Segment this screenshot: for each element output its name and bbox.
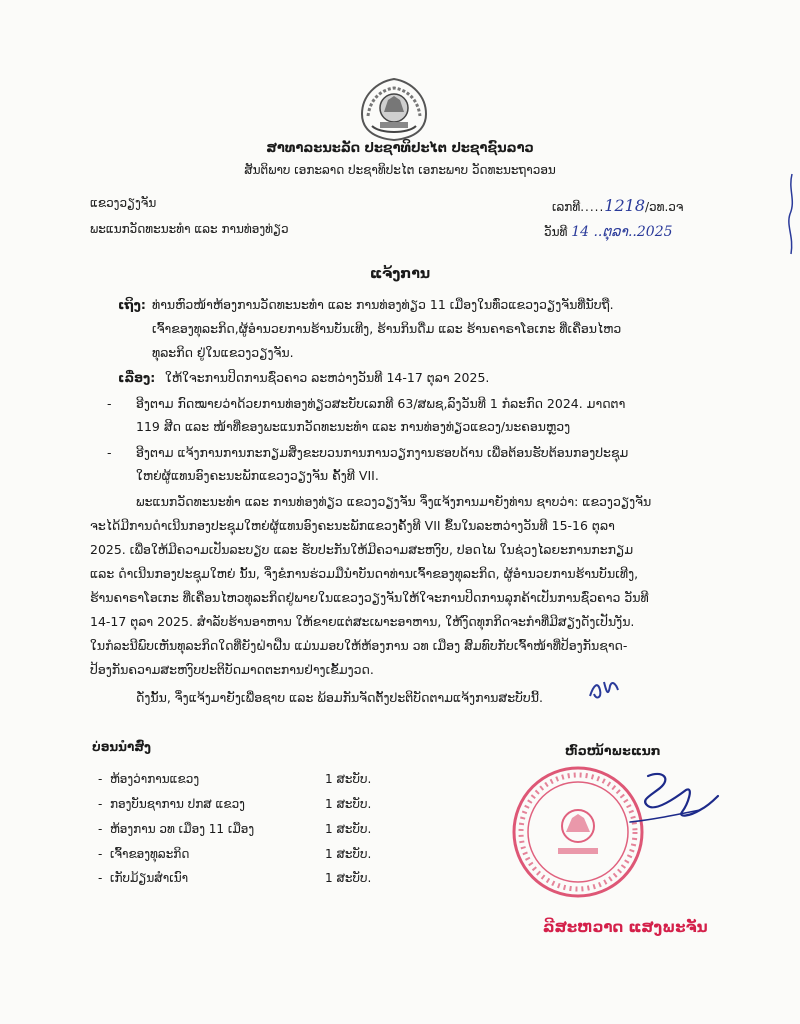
motto-line: ສັນຕິພາບ ເອກະລາດ ປະຊາທິປະໄຕ ເອກະພາບ ວັດທະນະຖາວອນ	[244, 163, 556, 177]
closing-line: ດັ່ງນັ້ນ, ຈຶ່ງແຈ້ງມາຍັງເພື່ອຊາບ ແລະ ພ້ອມກັນຈັດຕັ້ງປະຕິບັດຕາມແຈ້ງການສະບັບນີ້.	[136, 690, 543, 705]
body-line: ຈະໄດ້ມີການດຳເນີນກອງປະຊຸມໃຫຍ່ຜູ້ແທນອົງຄະນະພັກແຂວງຄັ້ງທີ VII ຂຶ້ນໃນລະຫວ່າງວັນທີ 15-16 ຕຸລາ	[90, 518, 615, 533]
to-line: ທ່ານຫົວໜ້າຫ້ອງການວັດທະນະທຳ ແລະ ການທ່ອງທ່ຽວ 11 ເມືອງໃນທົ່ວແຂວງວຽງຈັນທີ່ນັບຖື.	[152, 297, 614, 312]
handwritten-initials-icon	[586, 676, 622, 704]
reference-bullet: -	[107, 445, 112, 460]
document-number-handwritten: 1218	[604, 196, 645, 215]
issuer-province: ແຂວງວຽງຈັນ	[90, 196, 157, 210]
distribution-copies: 1 ສະບັບ.	[325, 797, 372, 811]
distribution-copies: 1 ສະບັບ.	[325, 772, 372, 786]
distribution-item: - ເກັບມ້ຽນສຳເນົາ	[98, 871, 189, 885]
edge-scribble-icon	[784, 170, 798, 260]
reference-bullet: -	[107, 396, 112, 411]
to-line: ເຈົ້າຂອງທຸລະກິດ,ຜູ້ອຳນວຍການຮ້ານບັນເທີງ, ຮ້ານກິນດື່ມ ແລະ ຮ້ານຄາຣາໂອເກະ ທີ່ເຄື່ອນໄຫວ	[152, 321, 622, 336]
distribution-item: - ຫ້ອງວ່າການແຂວງ	[98, 772, 200, 786]
to-line: ທຸລະກິດ ຢູ່ໃນແຂວງວຽງຈັນ.	[152, 345, 294, 360]
to-label: ເຖິງ:	[118, 297, 146, 312]
distribution-item-name: ກອງບັນຊາການ ປກສ ແຂວງ	[109, 797, 245, 811]
signature-icon	[590, 760, 720, 850]
subject-label: ເລື່ອງ:	[118, 370, 156, 385]
distribution-item: - ເຈົ້າຂອງທຸລະກິດ	[98, 847, 190, 861]
distribution-item-name: ຫ້ອງວ່າການແຂວງ	[109, 772, 200, 786]
document-date	[544, 224, 673, 240]
document-number: ເລກທີ.....1218/ວທ.ວຈ	[552, 196, 684, 215]
body-line: ແລະ ດຳເນີນກອງປະຊຸມໃຫຍ່ ນັ້ນ, ຈຶ່ງຂໍການຮ່ວມມືນຳບັນດາທ່ານເຈົ້າຂອງທຸລະກິດ, ຜູ້ອຳນວຍການຮ້ານບັນເທີງ,	[90, 566, 639, 581]
republic-line: ສາທາລະນະລັດ ປະຊາທິປະໄຕ ປະຊາຊົນລາວ	[266, 141, 534, 156]
document-number-suffix: /ວທ.ວຈ	[645, 200, 684, 214]
reference-line: 119 ສີດ ແລະ ໜ້າທີ່ຂອງພະແນກວັດທະນະທຳ ແລະ ການທ່ອງທ່ຽວແຂວງ/ນະຄອນຫຼວງ	[136, 419, 571, 434]
distribution-item-name: ເກັບມ້ຽນສຳເນົາ	[109, 871, 189, 885]
signer-name: ລີສະຫວາດ ແສງພະຈັນ	[543, 918, 708, 936]
document-title: ແຈ້ງການ	[369, 266, 431, 282]
signature-title: ຫົວໜ້າພະແນກ	[565, 743, 661, 758]
distribution-copies: 1 ສະບັບ.	[325, 822, 372, 836]
distribution-item-name: ຫ້ອງການ ວທ ເມືອງ 11 ເມືອງ	[109, 822, 255, 836]
distribution-copies: 1 ສະບັບ.	[325, 847, 372, 861]
document-number-prefix: ເລກທີ	[552, 200, 581, 214]
document-date-prefix: ວັນທີ	[544, 225, 568, 239]
distribution-item-name: ເຈົ້າຂອງທຸລະກິດ	[109, 847, 190, 861]
issuer-department: ພະແນກວັດທະນະທຳ ແລະ ການທ່ອງທ່ຽວ	[90, 222, 289, 236]
reference-line: ອີງຕາມ ກົດໝາຍວ່າດ້ວຍການທ່ອງທ່ຽວສະບັບເລກທີ 63/ສພຊ,ລົງວັນທີ 1 ກໍລະກົດ 2024. ມາດຕາ	[136, 396, 626, 411]
distribution-item: - ກອງບັນຊາການ ປກສ ແຂວງ	[98, 797, 245, 811]
body-line: 14-17 ຕຸລາ 2025. ສຳລັບຮ້ານອາຫານ ໃຫ້ຂາຍແຕ່ສະເພາະອາຫານ, ໃຫ້ງົດທຸກກິດຈະກຳທີ່ມີສຽງດັງເປັນງັນ.	[90, 614, 635, 629]
distribution-item: - ຫ້ອງການ ວທ ເມືອງ 11 ເມືອງ	[98, 822, 255, 836]
reference-line: ໃຫຍ່ຜູ້ແທນອົງຄະນະພັກແຂວງວຽງຈັນ ຄັ້ງທີ VII.	[136, 468, 379, 483]
body-line: ປ້ອງກັນຄວາມສະຫງົບປະຕິບັດມາດຕະການຢ່າງເຂັ້ມງວດ.	[90, 662, 374, 677]
reference-line: ອີງຕາມ ແຈ້ງການການກະກຽມສິ່ງຂະບວນການການວຽກງານຮອບດ້ານ ເພື່ອຕ້ອນຮັບຕ້ອນກອງປະຊຸມ	[136, 445, 629, 460]
body-line: 2025. ເພື່ອໃຫ້ມີຄວາມເປັນລະບຽບ ແລະ ຮັບປະກັນໃຫ້ມີຄວາມສະຫງົບ, ປອດໄພ ໃນຊ່ວງໄລຍະການກະກຽມ	[90, 542, 634, 557]
body-line: ພະແນກວັດທະນະທຳ ແລະ ການທ່ອງທ່ຽວ ແຂວງວຽງຈັນ ຈຶ່ງແຈ້ງການມາຍັງທ່ານ ຊາບວ່າ: ແຂວງວຽງຈັນ	[136, 494, 652, 509]
body-line: ໃນກໍລະນີພົບເຫັນທຸລະກິດໃດທີ່ຍັງຝ່າຝືນ ແມ່ນມອບໃຫ້ຫ້ອງການ ວທ ເມືອງ ສົມທົບກັບເຈົ້າໜ້າທີ່ປ້ອງກັນຊາດ-	[90, 638, 628, 653]
subject-text: ໃຫ້ໃຈະການປິດການຊົ່ວຄາວ ລະຫວ່າງວັນທີ 14-17 ຕຸລາ 2025.	[165, 370, 490, 385]
national-emblem-icon	[354, 76, 434, 142]
body-line: ຮ້ານຄາຣາໂອເກະ ທີ່ເຄື່ອນໄຫວທຸລະກິດຢູ່ພາຍໃນແຂວງວຽງຈັນໃຫ້ໃຈະການປິດການລຸກຄ້າເປັນການຊົ່ວຄາວ ວັນທີ	[90, 590, 649, 605]
document-date-handwritten: 14 ..ຕຸລາ..2025	[571, 224, 673, 240]
distribution-title: ບ່ອນນຳສົ່ງ	[92, 740, 152, 754]
distribution-copies: 1 ສະບັບ.	[325, 871, 372, 885]
